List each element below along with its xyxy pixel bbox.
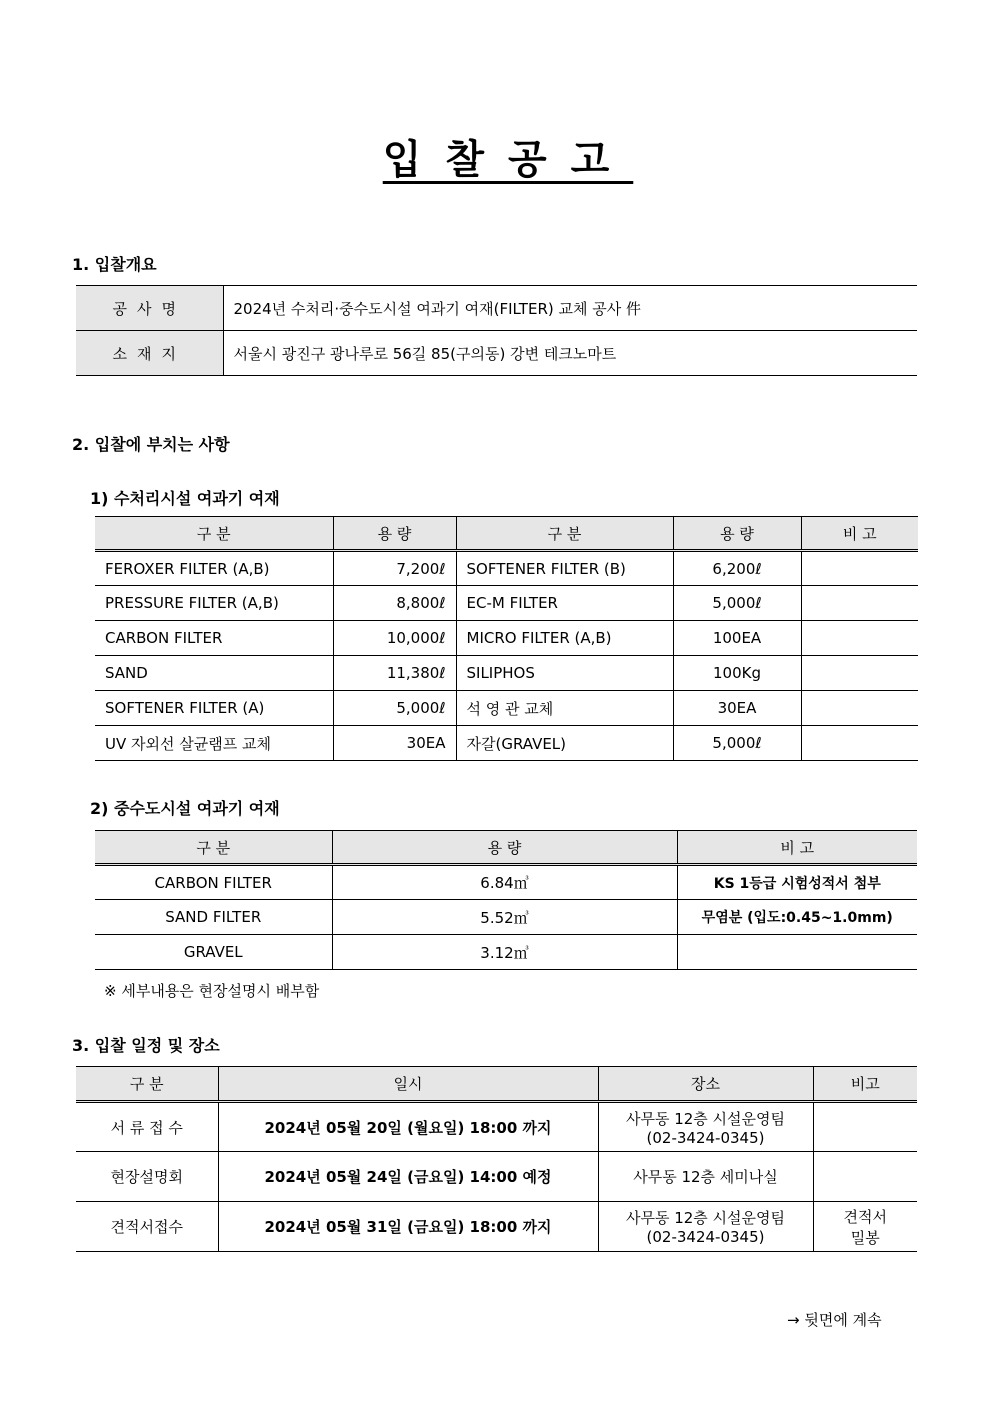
section3-heading: 3. 입찰 일정 및 장소 bbox=[72, 1036, 220, 1055]
table-row bbox=[95, 865, 917, 900]
note-cell bbox=[801, 586, 918, 621]
place-cell bbox=[598, 1202, 813, 1252]
header-cell: 구 분 bbox=[95, 831, 332, 865]
item-cell: 자갈(GRAVEL) bbox=[456, 726, 673, 761]
item-cell: SAND FILTER bbox=[95, 900, 332, 935]
kind-cell: 현장설명회 bbox=[76, 1152, 218, 1202]
item-cell: EC-M FILTER bbox=[456, 586, 673, 621]
value-cell: 2024년 수처리·중수도시설 여과기 여재(FILTER) 교체 공사 件 bbox=[223, 286, 917, 331]
datetime-cell: 2024년 05월 24일 (금요일) 14:00 예정 bbox=[218, 1152, 598, 1202]
note-cell bbox=[801, 621, 918, 656]
item-cell: CARBON FILTER bbox=[95, 621, 333, 656]
header-cell: 용 량 bbox=[332, 831, 677, 865]
note-line: 밀봉 bbox=[850, 1228, 880, 1247]
capacity-cell: 5.52㎥ bbox=[332, 900, 677, 935]
section1-heading: 1. 입찰개요 bbox=[72, 255, 157, 274]
place-line: 사무동 12층 시설운영팀 bbox=[625, 1109, 786, 1128]
capacity-cell: 100Kg bbox=[673, 656, 801, 691]
overview-table bbox=[76, 285, 917, 376]
capacity-cell: 30EA bbox=[333, 726, 456, 761]
header-cell: 일시 bbox=[218, 1067, 598, 1102]
note-cell bbox=[801, 726, 918, 761]
note-cell: KS 1등급 시험성적서 첨부 bbox=[677, 865, 917, 900]
table-row bbox=[76, 286, 917, 331]
header-cell: 용 량 bbox=[333, 517, 456, 551]
capacity-cell: 5,000ℓ bbox=[333, 691, 456, 726]
datetime-cell: 2024년 05월 31일 (금요일) 18:00 까지 bbox=[218, 1202, 598, 1252]
item-cell: 석 영 관 교체 bbox=[456, 691, 673, 726]
item-cell: MICRO FILTER (A,B) bbox=[456, 621, 673, 656]
header-cell: 구 분 bbox=[456, 517, 673, 551]
note-line: 견적서 bbox=[843, 1207, 887, 1226]
table-header-row bbox=[95, 831, 917, 865]
table-row bbox=[76, 1202, 917, 1252]
header-cell: 장소 bbox=[598, 1067, 813, 1102]
capacity-cell: 5,000ℓ bbox=[673, 726, 801, 761]
table-row bbox=[95, 691, 918, 726]
note-cell bbox=[801, 551, 918, 586]
place-phone: (02-3424-0345) bbox=[646, 1128, 765, 1147]
table-row bbox=[95, 935, 917, 970]
place-line: 사무동 12층 시설운영팀 bbox=[625, 1209, 786, 1227]
note-cell bbox=[813, 1152, 917, 1202]
header-cell: 비고 bbox=[813, 1067, 917, 1102]
capacity-cell: 10,000ℓ bbox=[333, 621, 456, 656]
kind-cell: 견적서접수 bbox=[76, 1202, 218, 1252]
capacity-cell: 6,200ℓ bbox=[673, 551, 801, 586]
place-cell bbox=[598, 1152, 813, 1202]
water-treatment-table bbox=[95, 516, 918, 761]
place-cell bbox=[598, 1102, 813, 1152]
note-cell bbox=[801, 656, 918, 691]
item-cell: PRESSURE FILTER (A,B) bbox=[95, 586, 333, 621]
capacity-cell: 30EA bbox=[673, 691, 801, 726]
table-row bbox=[95, 621, 918, 656]
item-cell: SOFTENER FILTER (A) bbox=[95, 691, 333, 726]
label-cell: 소재지 bbox=[76, 331, 223, 376]
kind-cell: 서 류 접 수 bbox=[76, 1102, 218, 1152]
capacity-cell: 8,800ℓ bbox=[333, 586, 456, 621]
table-header-row bbox=[76, 1067, 917, 1102]
item-cell: SAND bbox=[95, 656, 333, 691]
capacity-cell: 5,000ℓ bbox=[673, 586, 801, 621]
label-cell: 공사명 bbox=[76, 286, 223, 331]
page-title: 입찰공고 bbox=[382, 137, 634, 183]
details-note: ※ 세부내용은 현장설명시 배부함 bbox=[104, 982, 320, 1000]
note-cell: 무염분 (입도:0.45~1.0mm) bbox=[677, 900, 917, 935]
note-cell bbox=[813, 1202, 917, 1252]
capacity-cell: 6.84㎥ bbox=[332, 865, 677, 900]
header-cell: 구 분 bbox=[95, 517, 333, 551]
table-row bbox=[95, 551, 918, 586]
table-header-row bbox=[95, 517, 918, 551]
table-row bbox=[95, 726, 918, 761]
section2-heading: 2. 입찰에 부치는 사항 bbox=[72, 435, 230, 454]
note-cell bbox=[801, 691, 918, 726]
capacity-cell: 3.12㎥ bbox=[332, 935, 677, 970]
schedule-table bbox=[76, 1066, 917, 1252]
place-phone: (02-3424-0345) bbox=[646, 1228, 765, 1246]
header-cell: 용 량 bbox=[673, 517, 801, 551]
capacity-cell: 11,380ℓ bbox=[333, 656, 456, 691]
header-cell: 구 분 bbox=[76, 1067, 218, 1102]
header-cell: 비 고 bbox=[677, 831, 917, 865]
value-cell: 서울시 광진구 광나루로 56길 85(구의동) 강변 테크노마트 bbox=[223, 331, 917, 376]
datetime-cell: 2024년 05월 20일 (월요일) 18:00 까지 bbox=[218, 1102, 598, 1152]
table-row bbox=[95, 586, 918, 621]
table-row bbox=[95, 900, 917, 935]
table-row bbox=[76, 331, 917, 376]
item-cell: GRAVEL bbox=[95, 935, 332, 970]
subsection2-heading: 2) 중수도시설 여과기 여재 bbox=[90, 799, 280, 818]
item-cell: SILIPHOS bbox=[456, 656, 673, 691]
item-cell: CARBON FILTER bbox=[95, 865, 332, 900]
note-cell bbox=[813, 1102, 917, 1152]
note-cell bbox=[677, 935, 917, 970]
place-line: 사무동 12층 세미나실 bbox=[633, 1168, 778, 1186]
graywater-table bbox=[95, 830, 917, 970]
item-cell: SOFTENER FILTER (B) bbox=[456, 551, 673, 586]
table-row bbox=[95, 656, 918, 691]
capacity-cell: 7,200ℓ bbox=[333, 551, 456, 586]
continued-note: → 뒷면에 계속 bbox=[787, 1311, 882, 1329]
table-row bbox=[76, 1152, 917, 1202]
subsection1-heading: 1) 수처리시설 여과기 여재 bbox=[90, 489, 280, 508]
item-cell: UV 자외선 살균램프 교체 bbox=[95, 726, 333, 761]
table-row bbox=[76, 1102, 917, 1152]
header-cell: 비 고 bbox=[801, 517, 918, 551]
capacity-cell: 100EA bbox=[673, 621, 801, 656]
item-cell: FEROXER FILTER (A,B) bbox=[95, 551, 333, 586]
